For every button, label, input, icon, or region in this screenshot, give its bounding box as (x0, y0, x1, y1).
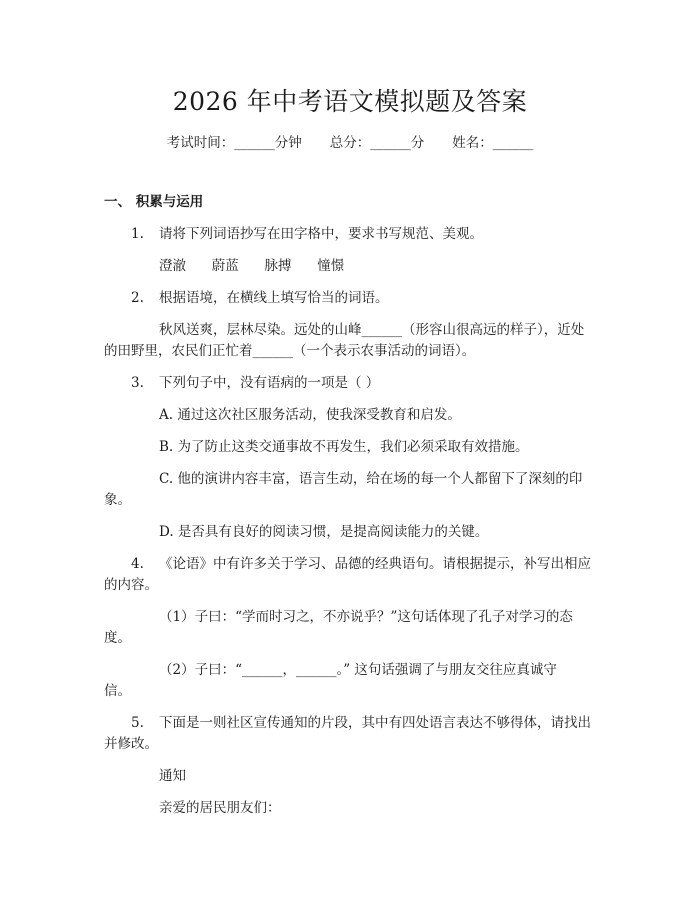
question-text: 下列句子中，没有语病的一项是（ ） (159, 375, 380, 391)
paragraph-line: 的田野里，农民们正忙着______（一个表示农事活动的词语）。 (104, 343, 476, 359)
option-c-continued: 象。 (104, 492, 131, 508)
question-number: 1. (131, 226, 144, 242)
option-c: C. 他的演讲内容丰富，语言生动，给在场的每一个人都留下了深刻的印 (159, 471, 583, 487)
exam-time: 考试时间：______分钟 (166, 135, 302, 151)
paragraph-line: 的内容。 (104, 577, 158, 593)
sub-question-2: （2）子曰：“______，______。” 这句话强调了与朋友交往应真诚守 (159, 662, 557, 678)
question-number: 3. (131, 375, 144, 391)
section-heading: 一、 积累与运用 (104, 194, 204, 210)
paragraph-line: 并修改。 (104, 736, 158, 752)
question-number: 2. (131, 290, 144, 306)
sub-question-1-continued: 度。 (104, 630, 131, 646)
exam-name: 姓名：______ (452, 135, 534, 151)
question-text: 请将下列词语抄写在田字格中，要求书写规范、美观。 (159, 226, 483, 242)
question-number: 4. (131, 556, 144, 572)
question-1 (131, 224, 483, 244)
question-4 (131, 554, 591, 574)
word-list: 澄澈 蔚蓝 脉搏 憧憬 (159, 258, 345, 274)
page-title: 2026 年中考语文模拟题及答案 (172, 87, 528, 116)
question-text: 根据语境，在横线上填写恰当的词语。 (159, 290, 389, 306)
question-2 (131, 288, 389, 308)
question-number: 5. (131, 715, 144, 731)
option-b: B. 为了防止这类交通事故不再发生，我们必须采取有效措施。 (159, 439, 529, 455)
question-text: 下面是一则社区宣传通知的片段，其中有四处语言表达不够得体，请找出 (159, 715, 591, 731)
question-5 (131, 713, 591, 733)
question-text: 《论语》中有许多关于学习、品德的经典语句。请根据提示，补写出相应 (159, 556, 591, 572)
exam-meta (0, 131, 700, 151)
paragraph-line: 秋风送爽，层林尽染。远处的山峰______（形容山很高远的样子），近处 (159, 322, 585, 338)
question-3 (131, 373, 379, 393)
exam-score: 总分：______分 (329, 135, 425, 151)
notice-title: 通知 (159, 768, 186, 784)
sub-question-1: （1）子曰：“学而时习之，不亦说乎？”这句话体现了孔子对学习的态 (159, 609, 573, 625)
notice-greeting: 亲爱的居民朋友们： (159, 800, 281, 816)
option-d: D. 是否具有良好的阅读习惯，是提高阅读能力的关键。 (159, 524, 489, 540)
option-a: A. 通过这次社区服务活动，使我深受教育和启发。 (159, 407, 461, 423)
sub-question-2-continued: 信。 (104, 683, 131, 699)
